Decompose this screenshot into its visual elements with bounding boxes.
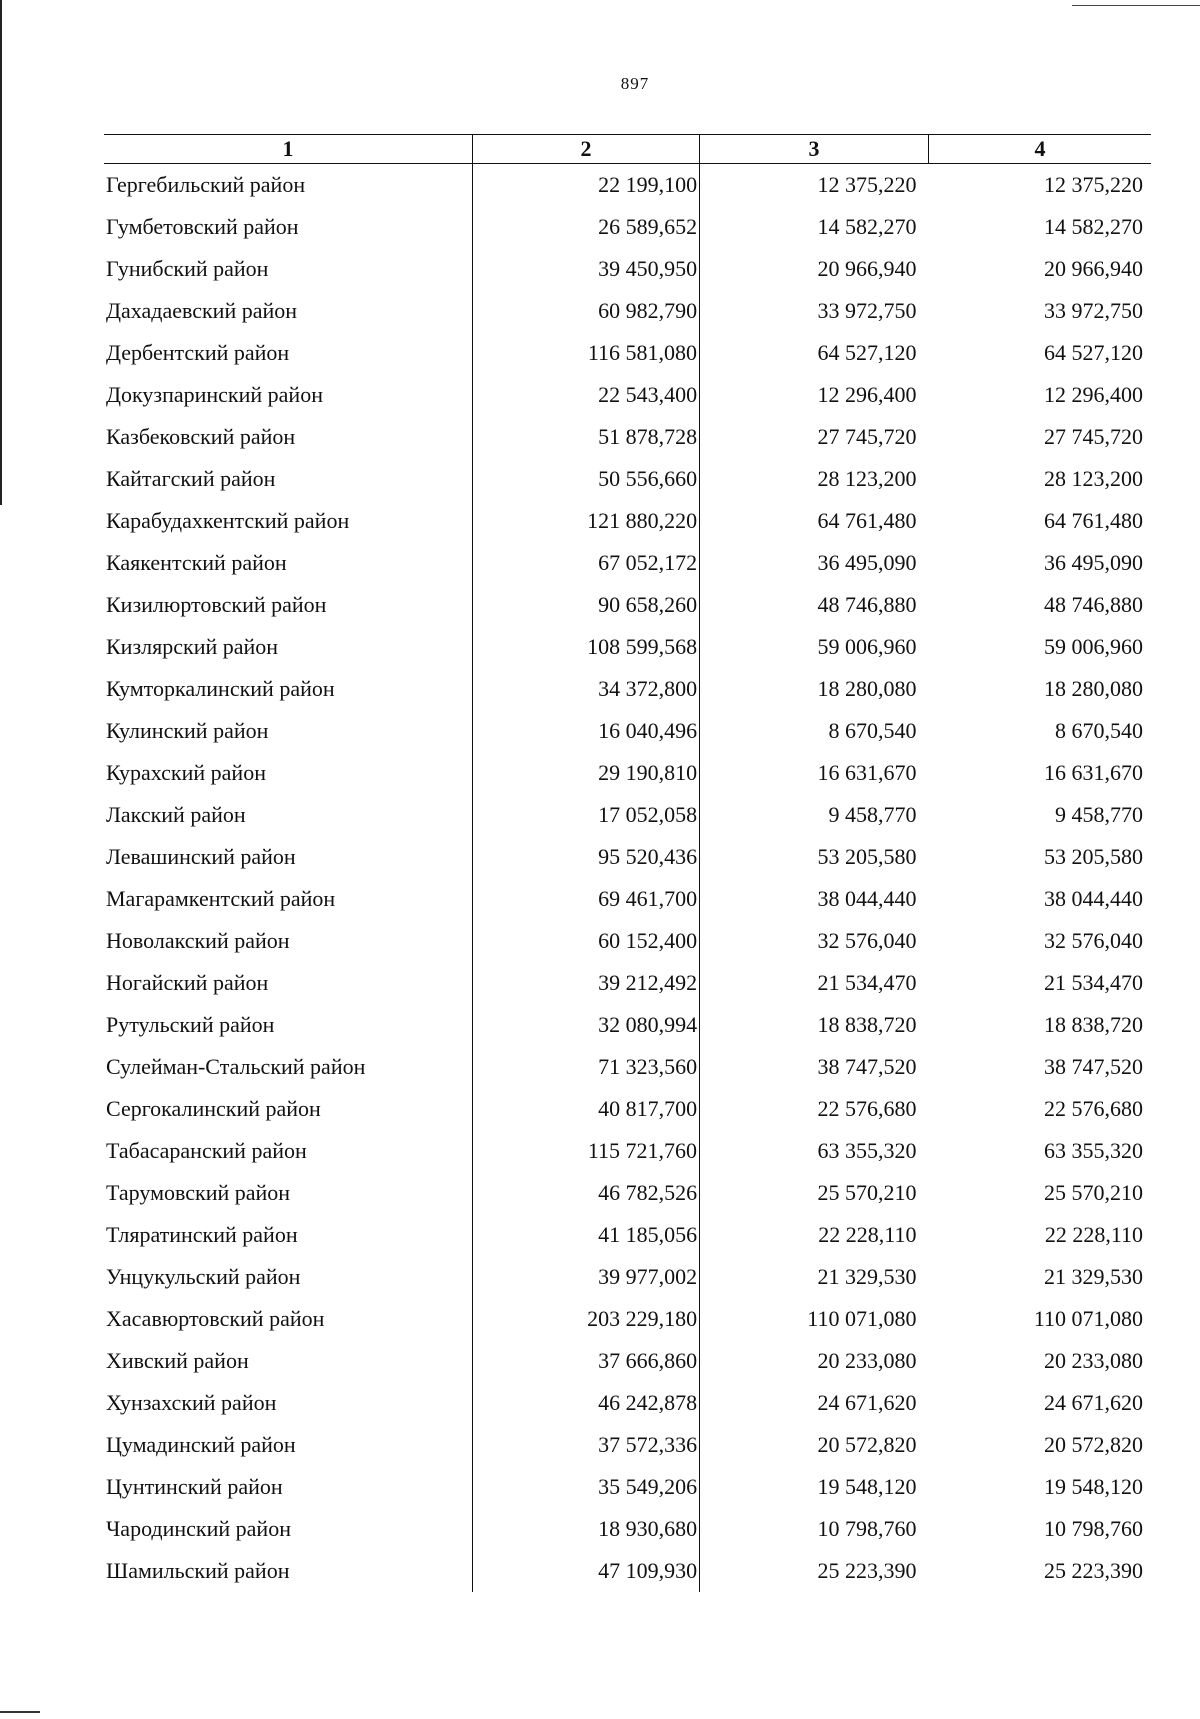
district-name-cell: Гергебильский район bbox=[106, 172, 306, 197]
district-name-cell: Сергокалинский район bbox=[106, 1096, 321, 1121]
value-col-3-cell: 12 296,400 bbox=[700, 374, 929, 416]
value-col-2-cell: 39 212,492 bbox=[472, 962, 699, 1004]
value-col-4-cell: 21 329,530 bbox=[1044, 1264, 1143, 1289]
value-col-4-cell: 48 746,880 bbox=[1044, 592, 1143, 617]
value-col-4-cell: 25 570,210 bbox=[1044, 1180, 1143, 1205]
district-name-cell: Кайтагский район bbox=[106, 466, 276, 491]
value-col-4-cell: 19 548,120 bbox=[1044, 1474, 1143, 1499]
value-col-2-cell: 60 152,400 bbox=[472, 920, 699, 962]
value-col-2-cell: 40 817,700 bbox=[472, 1088, 699, 1130]
table-row bbox=[104, 374, 1151, 416]
value-col-2-cell: 22 543,400 bbox=[472, 374, 699, 416]
value-col-3-cell: 25 223,390 bbox=[700, 1550, 929, 1592]
value-col-4-cell: 63 355,320 bbox=[1044, 1138, 1143, 1163]
value-col-3-cell: 19 548,120 bbox=[700, 1466, 929, 1508]
table-row bbox=[104, 1382, 1151, 1424]
value-col-2-cell: 69 461,700 bbox=[472, 878, 699, 920]
table-row bbox=[104, 1214, 1151, 1256]
district-name-cell: Тарумовский район bbox=[106, 1180, 291, 1205]
value-col-4-cell: 21 534,470 bbox=[1044, 970, 1143, 995]
value-col-4-cell: 38 747,520 bbox=[1044, 1054, 1143, 1079]
data-table bbox=[104, 134, 1151, 1592]
value-col-2-cell: 51 878,728 bbox=[472, 416, 699, 458]
value-col-4-cell: 20 966,940 bbox=[1044, 256, 1143, 281]
value-col-3-cell: 53 205,580 bbox=[700, 836, 929, 878]
value-col-3-cell: 38 044,440 bbox=[700, 878, 929, 920]
value-col-2-cell: 35 549,206 bbox=[472, 1466, 699, 1508]
table-row bbox=[104, 1340, 1151, 1382]
district-name-cell: Гунибский район bbox=[106, 256, 269, 281]
table-row bbox=[104, 1508, 1151, 1550]
value-col-3-cell: 28 123,200 bbox=[700, 458, 929, 500]
column-header-4: 4 bbox=[928, 135, 1151, 164]
table-row bbox=[104, 962, 1151, 1004]
value-col-2-cell: 95 520,436 bbox=[472, 836, 699, 878]
column-header-3: 3 bbox=[700, 135, 929, 164]
value-col-4-cell: 16 631,670 bbox=[1044, 760, 1143, 785]
table-body bbox=[104, 164, 1151, 1593]
value-col-3-cell: 20 233,080 bbox=[700, 1340, 929, 1382]
value-col-4-cell: 25 223,390 bbox=[1044, 1558, 1143, 1583]
value-col-4-cell: 59 006,960 bbox=[1044, 634, 1143, 659]
table-row bbox=[104, 1298, 1151, 1340]
district-name-cell: Рутульский район bbox=[106, 1012, 275, 1037]
value-col-3-cell: 21 534,470 bbox=[700, 962, 929, 1004]
table-row bbox=[104, 1256, 1151, 1298]
value-col-2-cell: 16 040,496 bbox=[472, 710, 699, 752]
table-row bbox=[104, 332, 1151, 374]
table-row bbox=[104, 752, 1151, 794]
value-col-3-cell: 36 495,090 bbox=[700, 542, 929, 584]
value-col-3-cell: 48 746,880 bbox=[700, 584, 929, 626]
table-row bbox=[104, 206, 1151, 248]
table-row bbox=[104, 626, 1151, 668]
district-name-cell: Гумбетовский район bbox=[106, 214, 299, 239]
table-header-row bbox=[104, 135, 1151, 164]
value-col-3-cell: 33 972,750 bbox=[700, 290, 929, 332]
value-col-2-cell: 46 782,526 bbox=[472, 1172, 699, 1214]
value-col-4-cell: 12 375,220 bbox=[1044, 172, 1143, 197]
value-col-4-cell: 20 233,080 bbox=[1044, 1348, 1143, 1373]
district-name-cell: Цумадинский район bbox=[106, 1432, 296, 1457]
value-col-2-cell: 41 185,056 bbox=[472, 1214, 699, 1256]
value-col-2-cell: 71 323,560 bbox=[472, 1046, 699, 1088]
value-col-2-cell: 60 982,790 bbox=[472, 290, 699, 332]
district-name-cell: Ногайский район bbox=[106, 970, 269, 995]
value-col-3-cell: 64 527,120 bbox=[700, 332, 929, 374]
table-row bbox=[104, 878, 1151, 920]
value-col-4-cell: 27 745,720 bbox=[1044, 424, 1143, 449]
table-row bbox=[104, 458, 1151, 500]
district-name-cell: Хасавюртовский район bbox=[106, 1306, 325, 1331]
value-col-4-cell: 14 582,270 bbox=[1044, 214, 1143, 239]
table-row bbox=[104, 1088, 1151, 1130]
value-col-4-cell: 53 205,580 bbox=[1044, 844, 1143, 869]
table-row bbox=[104, 416, 1151, 458]
value-col-4-cell: 110 071,080 bbox=[1033, 1306, 1143, 1331]
value-col-2-cell: 46 242,878 bbox=[472, 1382, 699, 1424]
value-col-3-cell: 8 670,540 bbox=[700, 710, 929, 752]
value-col-3-cell: 27 745,720 bbox=[700, 416, 929, 458]
value-col-2-cell: 90 658,260 bbox=[472, 584, 699, 626]
value-col-2-cell: 32 080,994 bbox=[472, 1004, 699, 1046]
value-col-3-cell: 12 375,220 bbox=[700, 164, 929, 207]
value-col-2-cell: 50 556,660 bbox=[472, 458, 699, 500]
table-row bbox=[104, 1004, 1151, 1046]
value-col-4-cell: 64 527,120 bbox=[1044, 340, 1143, 365]
value-col-3-cell: 9 458,770 bbox=[700, 794, 929, 836]
value-col-2-cell: 108 599,568 bbox=[472, 626, 699, 668]
district-name-cell: Цунтинский район bbox=[106, 1474, 283, 1499]
district-name-cell: Хивский район bbox=[106, 1348, 249, 1373]
value-col-4-cell: 38 044,440 bbox=[1044, 886, 1143, 911]
district-name-cell: Кизлярский район bbox=[106, 634, 279, 659]
district-name-cell: Унцукульский район bbox=[106, 1264, 301, 1289]
value-col-2-cell: 39 977,002 bbox=[472, 1256, 699, 1298]
value-col-2-cell: 34 372,800 bbox=[472, 668, 699, 710]
value-col-3-cell: 32 576,040 bbox=[700, 920, 929, 962]
value-col-2-cell: 116 581,080 bbox=[472, 332, 699, 374]
district-name-cell: Казбековский район bbox=[106, 424, 296, 449]
table-row bbox=[104, 290, 1151, 332]
district-name-cell: Сулейман-Стальский район bbox=[106, 1054, 366, 1079]
value-col-4-cell: 24 671,620 bbox=[1044, 1390, 1143, 1415]
value-col-2-cell: 39 450,950 bbox=[472, 248, 699, 290]
district-name-cell: Дербентский район bbox=[106, 340, 290, 365]
district-name-cell: Кулинский район bbox=[106, 718, 269, 743]
value-col-2-cell: 67 052,172 bbox=[472, 542, 699, 584]
value-col-4-cell: 22 228,110 bbox=[1044, 1222, 1143, 1247]
table-row bbox=[104, 1550, 1151, 1592]
value-col-3-cell: 10 798,760 bbox=[700, 1508, 929, 1550]
value-col-3-cell: 59 006,960 bbox=[700, 626, 929, 668]
table-row bbox=[104, 1466, 1151, 1508]
value-col-4-cell: 28 123,200 bbox=[1044, 466, 1143, 491]
value-col-2-cell: 37 572,336 bbox=[472, 1424, 699, 1466]
value-col-4-cell: 64 761,480 bbox=[1044, 508, 1143, 533]
table-row bbox=[104, 248, 1151, 290]
district-name-cell: Каякентский район bbox=[106, 550, 287, 575]
value-col-4-cell: 10 798,760 bbox=[1044, 1516, 1143, 1541]
table-row bbox=[104, 920, 1151, 962]
district-name-cell: Шамильский район bbox=[106, 1558, 290, 1583]
table-row bbox=[104, 584, 1151, 626]
value-col-2-cell: 115 721,760 bbox=[472, 1130, 699, 1172]
value-col-4-cell: 9 458,770 bbox=[1055, 802, 1143, 827]
district-name-cell: Кизилюртовский район bbox=[106, 592, 327, 617]
value-col-4-cell: 12 296,400 bbox=[1044, 382, 1143, 407]
table-row bbox=[104, 1172, 1151, 1214]
district-name-cell: Чародинский район bbox=[106, 1516, 291, 1541]
value-col-3-cell: 16 631,670 bbox=[700, 752, 929, 794]
value-col-3-cell: 21 329,530 bbox=[700, 1256, 929, 1298]
table-row bbox=[104, 1046, 1151, 1088]
value-col-4-cell: 36 495,090 bbox=[1044, 550, 1143, 575]
district-name-cell: Докузпаринский район bbox=[106, 382, 323, 407]
value-col-3-cell: 22 228,110 bbox=[700, 1214, 929, 1256]
value-col-3-cell: 64 761,480 bbox=[700, 500, 929, 542]
value-col-2-cell: 203 229,180 bbox=[472, 1298, 699, 1340]
value-col-3-cell: 63 355,320 bbox=[700, 1130, 929, 1172]
table-row bbox=[104, 836, 1151, 878]
value-col-3-cell: 24 671,620 bbox=[700, 1382, 929, 1424]
value-col-3-cell: 110 071,080 bbox=[700, 1298, 929, 1340]
value-col-3-cell: 22 576,680 bbox=[700, 1088, 929, 1130]
value-col-3-cell: 18 838,720 bbox=[700, 1004, 929, 1046]
value-col-3-cell: 38 747,520 bbox=[700, 1046, 929, 1088]
district-name-cell: Курахский район bbox=[106, 760, 266, 785]
table-row bbox=[104, 668, 1151, 710]
value-col-3-cell: 20 572,820 bbox=[700, 1424, 929, 1466]
column-header-1: 1 bbox=[104, 135, 472, 164]
district-name-cell: Магарамкентский район bbox=[106, 886, 336, 911]
district-name-cell: Левашинский район bbox=[106, 844, 296, 869]
district-name-cell: Лакский район bbox=[106, 802, 246, 827]
value-col-2-cell: 17 052,058 bbox=[472, 794, 699, 836]
value-col-3-cell: 18 280,080 bbox=[700, 668, 929, 710]
value-col-2-cell: 121 880,220 bbox=[472, 500, 699, 542]
table-row bbox=[104, 500, 1151, 542]
value-col-4-cell: 8 670,540 bbox=[1055, 718, 1143, 743]
value-col-4-cell: 18 838,720 bbox=[1044, 1012, 1143, 1037]
value-col-4-cell: 20 572,820 bbox=[1044, 1432, 1143, 1457]
district-name-cell: Карабудахкентский район bbox=[106, 508, 350, 533]
value-col-2-cell: 22 199,100 bbox=[472, 164, 699, 207]
district-name-cell: Хунзахский район bbox=[106, 1390, 277, 1415]
table-row bbox=[104, 1424, 1151, 1466]
value-col-3-cell: 20 966,940 bbox=[700, 248, 929, 290]
column-header-2: 2 bbox=[472, 135, 699, 164]
table-row bbox=[104, 794, 1151, 836]
value-col-2-cell: 26 589,652 bbox=[472, 206, 699, 248]
page-number: 897 bbox=[620, 74, 650, 93]
table-row bbox=[104, 164, 1151, 207]
value-col-4-cell: 32 576,040 bbox=[1044, 928, 1143, 953]
district-name-cell: Кумторкалинский район bbox=[106, 676, 335, 701]
table-row bbox=[104, 1130, 1151, 1172]
value-col-4-cell: 18 280,080 bbox=[1044, 676, 1143, 701]
value-col-3-cell: 25 570,210 bbox=[700, 1172, 929, 1214]
district-name-cell: Тляратинский район bbox=[106, 1222, 298, 1247]
district-name-cell: Табасаранский район bbox=[106, 1138, 307, 1163]
value-col-4-cell: 33 972,750 bbox=[1044, 298, 1143, 323]
value-col-2-cell: 37 666,860 bbox=[472, 1340, 699, 1382]
district-name-cell: Дахадаевский район bbox=[106, 298, 298, 323]
scan-edge-bottom bbox=[0, 1711, 40, 1713]
value-col-4-cell: 22 576,680 bbox=[1044, 1096, 1143, 1121]
scan-edge-top bbox=[1072, 5, 1200, 6]
district-name-cell: Новолакский район bbox=[106, 928, 290, 953]
value-col-3-cell: 14 582,270 bbox=[700, 206, 929, 248]
value-col-2-cell: 47 109,930 bbox=[472, 1550, 699, 1592]
table-row bbox=[104, 710, 1151, 752]
table-row bbox=[104, 542, 1151, 584]
value-col-2-cell: 18 930,680 bbox=[472, 1508, 699, 1550]
value-col-2-cell: 29 190,810 bbox=[472, 752, 699, 794]
